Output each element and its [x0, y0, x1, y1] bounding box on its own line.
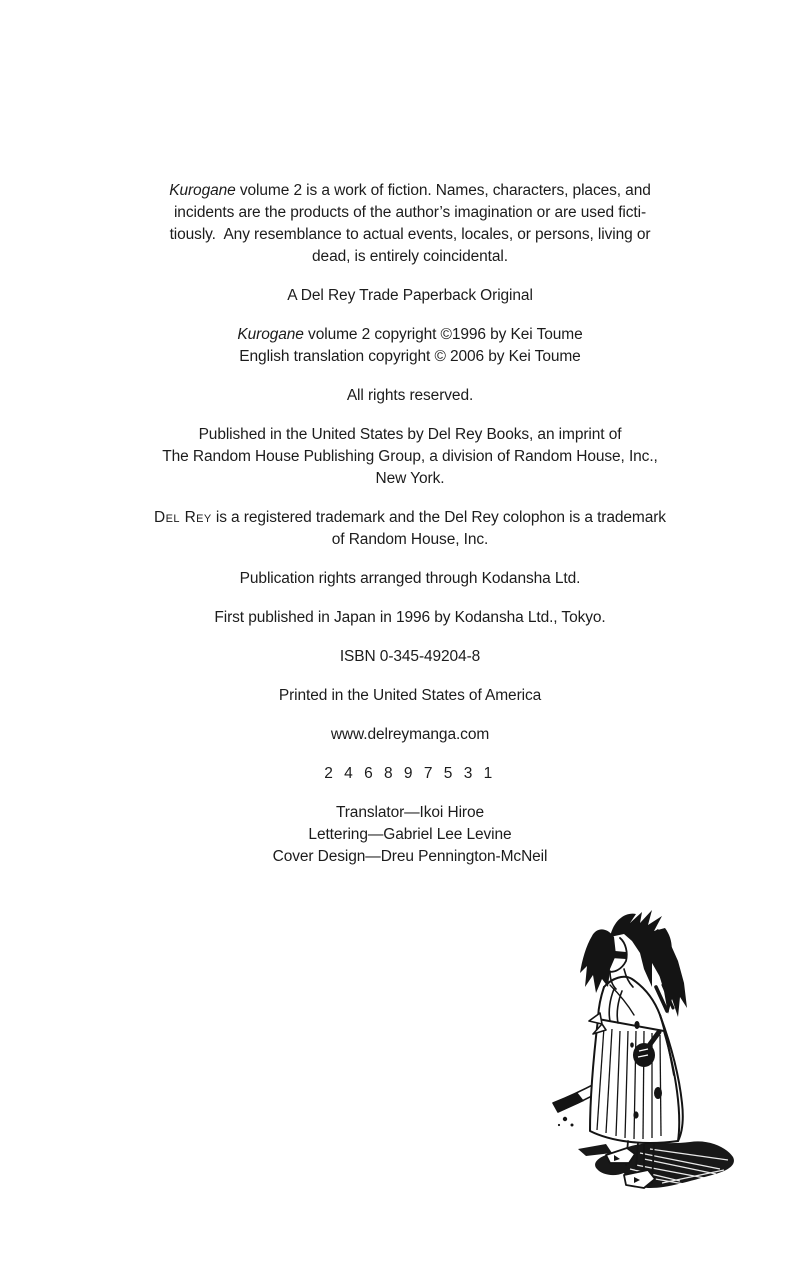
trademark-statement: [100, 507, 720, 551]
copyright-notice-line: [100, 324, 720, 346]
website-url: www.delreymanga.com: [330, 726, 490, 743]
rights-reserved: All rights reserved.: [346, 387, 474, 404]
credits: [100, 802, 720, 868]
credit-cover-design: Cover Design—Dreu Pennington-McNeil: [272, 848, 548, 865]
copyright-notice: [100, 324, 720, 368]
edition-statement: A Del Rey Trade Paperback Original: [287, 287, 533, 304]
copyright-notice-line: English translation copyright © 2006 by Kei Toume: [239, 348, 581, 365]
trademark-name: Del Rey: [154, 509, 212, 526]
printers-key: 2 4 6 8 9 7 5 3 1: [324, 765, 496, 782]
credit-translator: Translator—Ikoi Hiroe: [335, 804, 485, 821]
disclaimer-text: volume 2 is a work of fiction. Names, characters, places, and: [235, 182, 651, 199]
disclaimer-line: tiously. Any resemblance to actual events, locales, or persons, living or: [169, 226, 651, 243]
disclaimer-line: dead, is entirely coincidental.: [312, 248, 508, 265]
publisher-statement: [100, 424, 720, 490]
trademark-line: of Random House, Inc.: [331, 531, 489, 548]
publisher-line: Published in the United States by Del Rey Books, an imprint of: [198, 426, 622, 443]
first-published: First published in Japan in 1996 by Kodansha Ltd., Tokyo.: [214, 609, 606, 626]
book-title: Kurogane: [169, 182, 236, 199]
copyright-text-column: [100, 180, 720, 885]
fiction-disclaimer: [100, 180, 720, 268]
publisher-line: The Random House Publishing Group, a division of Random House, Inc.,: [162, 448, 658, 465]
publisher-line: New York.: [375, 470, 445, 487]
disclaimer-line: [100, 180, 720, 202]
publication-rights: Publication rights arranged through Kodansha Ltd.: [239, 570, 581, 587]
disclaimer-line: incidents are the products of the author’s imagination or are used ficti-: [173, 204, 647, 221]
trademark-text: is a registered trademark and the Del Rey colophon is a trademark: [211, 509, 666, 526]
book-title: Kurogane: [237, 326, 304, 343]
copyright-notice-text: volume 2 copyright ©1996 by Kei Toume: [303, 326, 583, 343]
trademark-line: [100, 507, 720, 529]
credit-lettering: Lettering—Gabriel Lee Levine: [308, 826, 512, 843]
printed-in: Printed in the United States of America: [278, 687, 542, 704]
samurai-character-sketch-icon: [540, 903, 770, 1203]
isbn: ISBN 0-345-49204-8: [339, 648, 481, 665]
